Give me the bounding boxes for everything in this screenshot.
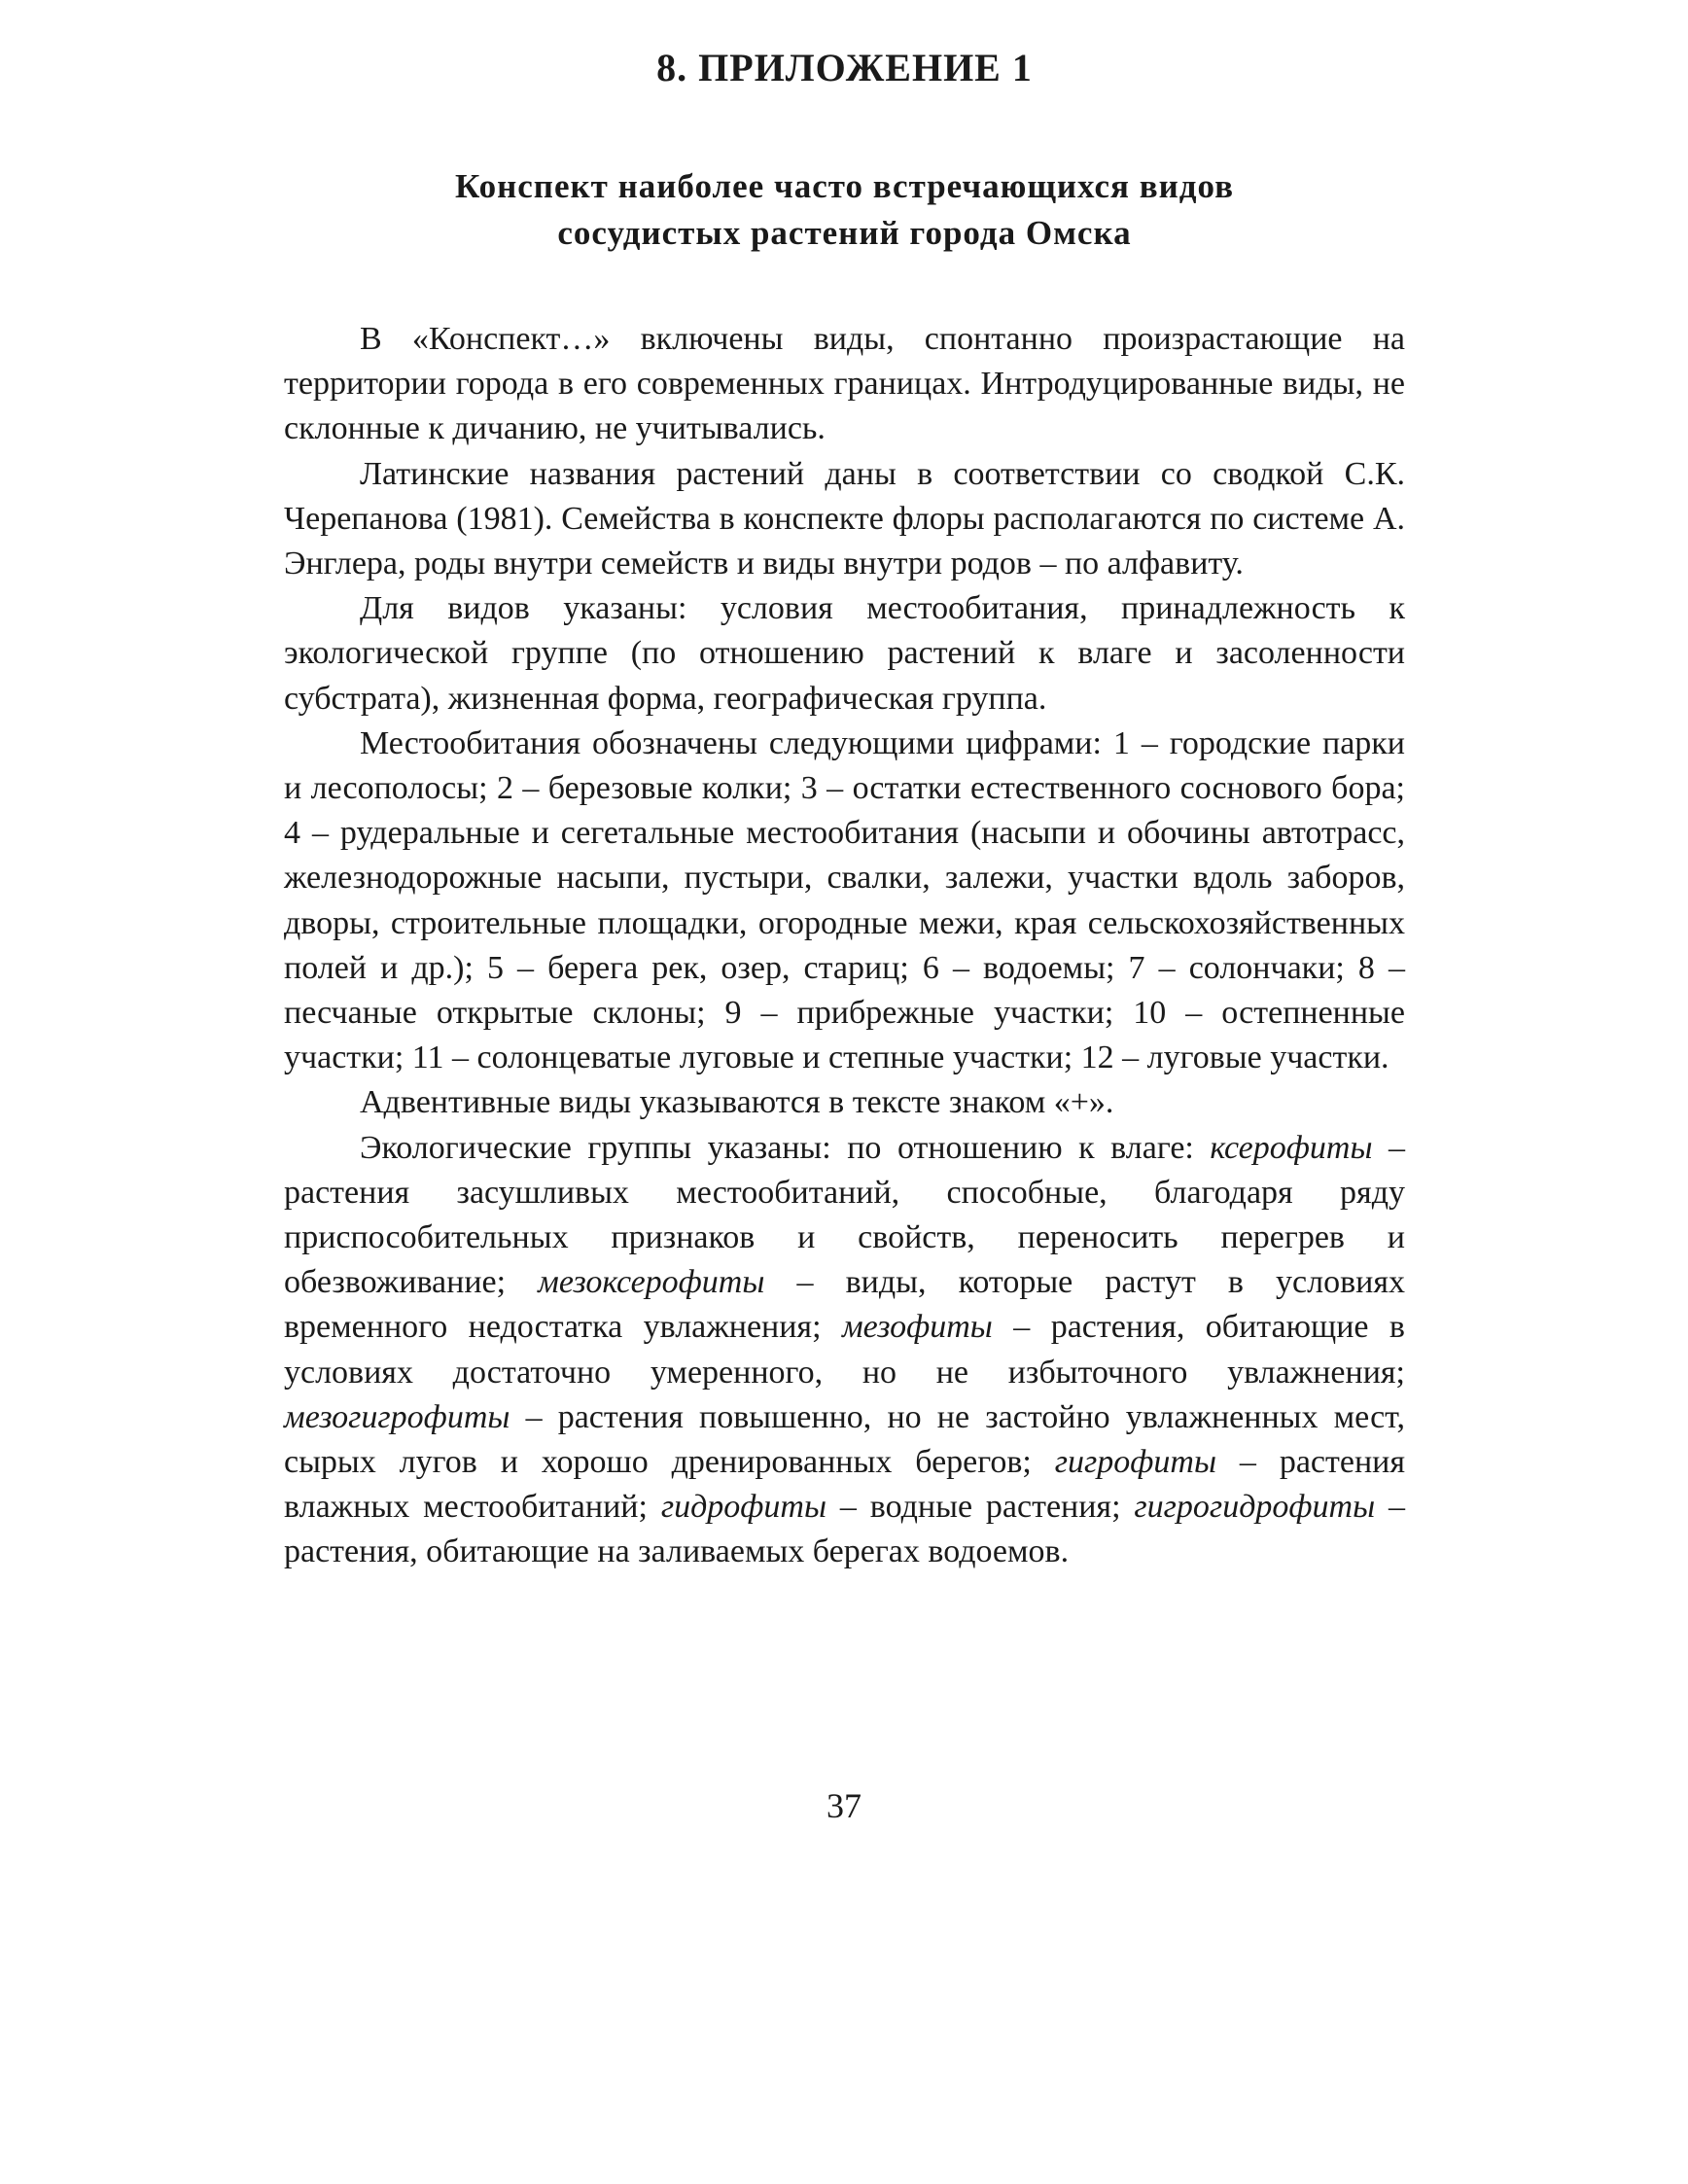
text-segment: Экологические группы указаны: по отношению к влаге: [360, 1129, 1211, 1166]
term-hygrophytes: гигрофиты [1054, 1444, 1217, 1481]
body-text [284, 317, 1405, 1575]
term-mesoxerophytes: мезоксерофиты [538, 1264, 765, 1301]
text-segment: – водные растения; [826, 1489, 1135, 1526]
page-number: 37 [826, 1786, 862, 1825]
paragraph-ecological-groups [284, 1126, 1405, 1575]
paragraph-adventive: Адвентивные виды указываются в тексте знаком «+». [360, 1084, 1114, 1121]
text-segment: – растения засушливых местообитаний, способные, благодаря ряду приспособительных признаков и свойств, переносить перегрев и обезвоживание; [284, 1129, 1405, 1301]
term-mesophytes: мезофиты [841, 1309, 993, 1346]
text-segment: – растения, обитающие на заливаемых берегах водоемов. [284, 1489, 1406, 1570]
section-title: 8. ПРИЛОЖЕНИЕ 1 [656, 46, 1033, 89]
text-segment: – растения, обитающие в условиях достаточно умеренного, но не избыточного увлажнения; [284, 1309, 1405, 1391]
term-xerophytes: ксерофиты [1210, 1129, 1373, 1166]
text-segment: – виды, которые растут в условиях временного недостатка увлажнения; [284, 1264, 1405, 1346]
subtitle [284, 163, 1405, 257]
paragraph-latin-names: Латинские названия растений даны в соответствии со сводкой С.К. Черепанова (1981). Семейства в конспекте флоры располагаются по системе А. Энглера, роды внутри семейств и виды внутри родов – по алфавиту. [284, 455, 1405, 582]
subtitle-line-2: сосудистых растений города Омска [557, 214, 1132, 252]
paragraph-intro: В «Конспект…» включены виды, спонтанно произрастающие на территории города в его современных границах. Интродуцированные виды, не склонные к дичанию, не учитывались. [284, 321, 1405, 447]
subtitle-line-1: Конспект наиболее часто встречающихся видов [454, 167, 1235, 205]
text-segment: – растения повышенно, но не застойно увлажненных мест, сырых лугов и хорошо дренированных берегов; [284, 1398, 1405, 1481]
term-hydrophytes: гидрофиты [660, 1489, 826, 1526]
paragraph-indicated-attributes: Для видов указаны: условия местообитания, принадлежность к экологической группе (по отношению растений к влаге и засоленности субстрата), жизненная форма, географическая группа. [284, 590, 1405, 717]
paragraph-habitats: Местообитания обозначены следующими цифрами: 1 – городские парки и лесополосы; 2 – березовые колки; 3 – остатки естественного соснового бора; 4 – рудеральные и сегетальные местообитания (насыпи и обочины автотрасс, железнодорожные насыпи, пустыри, свалки, залежи, участки вдоль заборов, дворы, строительные площадки, огородные межи, края сельскохозяйственных полей и др.); 5 – берега рек, озер, стариц; 6 – водоемы; 7 – солончаки; 8 – песчаные открытые склоны; 9 – прибрежные участки; 10 – остепненные участки; 11 – солонцеватые луговые и степные участки; 12 – луговые участки. [284, 724, 1405, 1076]
text-segment: – растения влажных местообитаний; [284, 1444, 1405, 1526]
term-hygrohydrophytes: гигрогидрофиты [1134, 1489, 1376, 1526]
term-mesohygrophytes: мезогигрофиты [284, 1398, 510, 1435]
book-page [284, 39, 1405, 1575]
